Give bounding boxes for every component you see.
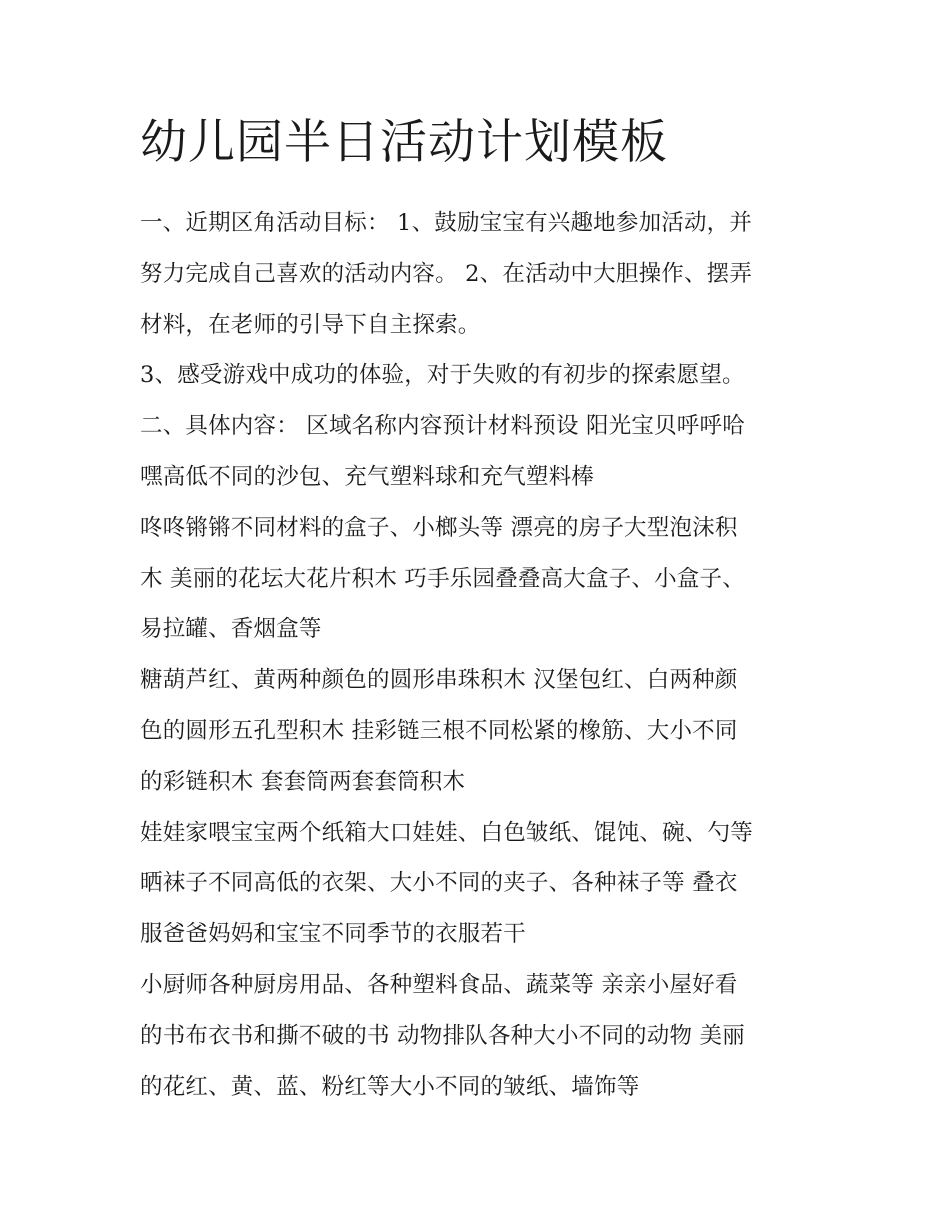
text-line: 嘿高低不同的沙包、充气塑料球和充气塑料棒 [140,463,595,490]
text-line: 的彩链积木 套套筒两套套筒积木 [140,768,466,795]
document-title: 幼儿园半日活动计划模板 [140,115,668,170]
text-line: 材料，在老师的引导下自主探索。 [140,311,481,338]
text-line: 努力完成自己喜欢的活动内容。 2、在活动中大胆操作、摆弄 [140,260,753,287]
text-line: 的花红、黄、蓝、粉红等大小不同的皱纸、墙饰等 [140,1073,640,1100]
document-body [140,198,830,1112]
text-line: 一、近期区角活动目标： 1、鼓励宝宝有兴趣地参加活动，并 [140,210,753,236]
text-line: 色的圆形五孔型积木 挂彩链三根不同松紧的橡筋、大小不同 [140,717,738,744]
text-line: 3、感受游戏中成功的体验，对于失败的有初步的探索愿望。 [140,362,745,389]
text-line: 晒袜子不同高低的衣架、大小不同的夹子、各种袜子等 叠衣 [140,870,738,897]
text-line: 娃娃家喂宝宝两个纸箱大口娃娃、白色皱纸、馄饨、碗、勺等 [140,819,753,846]
text-line: 糖葫芦红、黄两种颜色的圆形串珠积木 汉堡包红、白两种颜 [140,667,738,694]
text-line: 易拉罐、香烟盒等 [140,616,322,643]
text-line: 二、具体内容： 区域名称内容预计材料预设 阳光宝贝呼呼哈 [140,413,745,440]
text-line: 的书布衣书和撕不破的书 动物排队各种大小不同的动物 美丽 [140,1022,745,1049]
text-line: 木 美丽的花坛大花片积木 巧手乐园叠叠高大盒子、小盒子、 [140,565,745,592]
text-line: 服爸爸妈妈和宝宝不同季节的衣服若干 [140,921,526,948]
text-line: 小厨师各种厨房用品、各种塑料食品、蔬菜等 亲亲小屋好看 [140,971,738,998]
text-line: 咚咚锵锵不同材料的盒子、小榔头等 漂亮的房子大型泡沫积 [140,514,738,541]
